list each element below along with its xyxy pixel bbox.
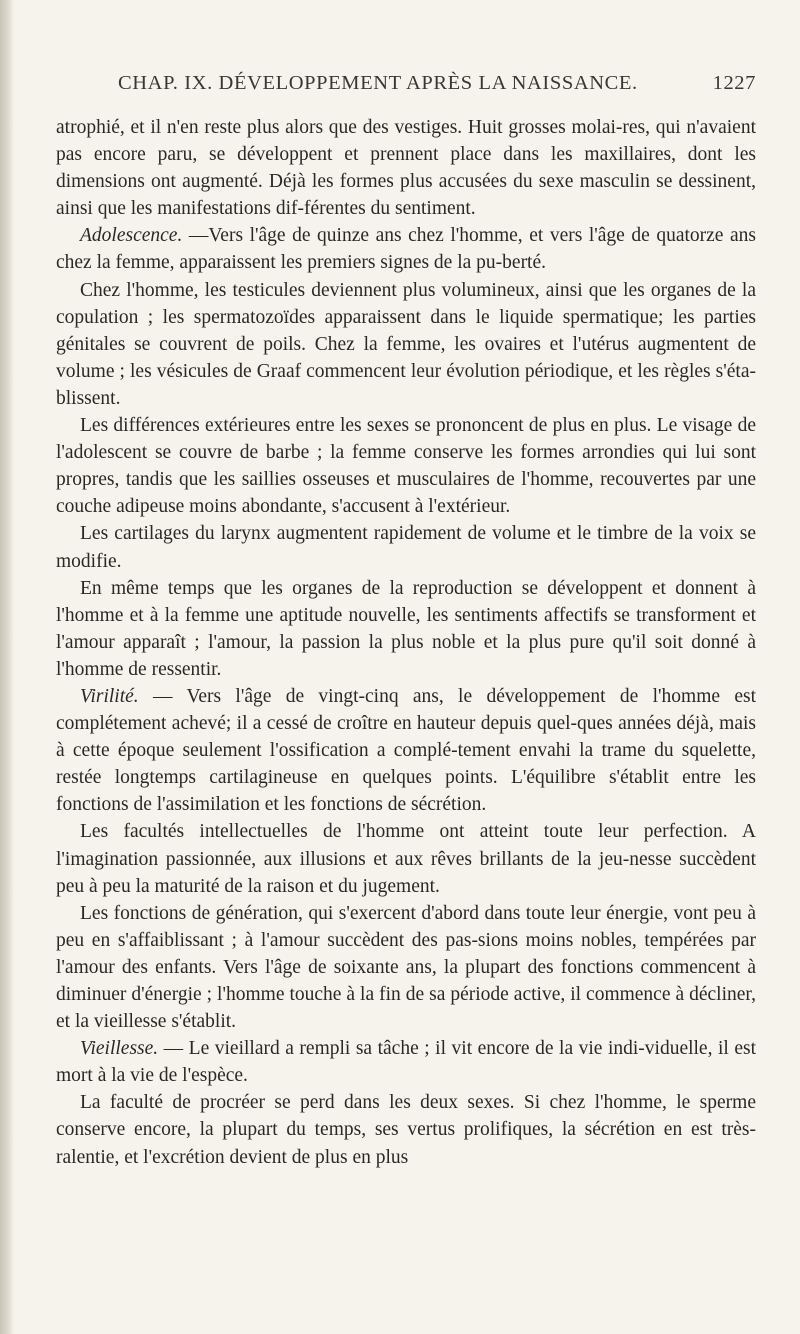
page-binding-edge xyxy=(0,0,14,1334)
paragraph-3 xyxy=(56,277,756,412)
running-head xyxy=(56,72,756,106)
paragraph-8 xyxy=(56,818,756,899)
paragraph-text: Les fonctions de génération, qui s'exercent d'abord dans toute leur énergie, vont peu à peu en s'affaiblissant ; à l'amour succèdent des pas-sions moins nobles, tempérées par l'amour des enfants. Vers l'âge de soixante ans, la plupart des fonctions commencent à diminuer d'énergie ; l'homme touche à la fin de sa période active, il commence à décliner, et la vieillesse s'établit. xyxy=(56,902,756,1033)
paragraph-text: — Le vieillard a rempli sa tâche ; il vit encore de la vie indi-viduelle, il est mort à la vie de l'espèce. xyxy=(56,1038,756,1087)
paragraph-adolescence xyxy=(56,222,756,276)
paragraph-text: —Vers l'âge de quinze ans chez l'homme, et vers l'âge de quatorze ans chez la femme, apparaissent les premiers signes de la pu-berté. xyxy=(56,225,756,274)
paragraph-text: Chez l'homme, les testicules deviennent plus volumineux, ainsi que les organes de la copulation ; les spermatozoïdes apparaissent dans le liquide spermatique; les parties génitales se couvrent de poils. Chez la femme, les ovaires et l'utérus augmentent de volume ; les vésicules de Graaf commencent leur évolution périodique, et les règles s'éta-blissent. xyxy=(56,279,756,409)
section-heading-adolescence: Adolescence. xyxy=(80,225,183,247)
chapter-title: CHAP. IX. DÉVELOPPEMENT APRÈS LA NAISSANCE. xyxy=(118,72,638,94)
paragraph-text: Les cartilages du larynx augmentent rapidement de volume et le timbre de la voix se modifie. xyxy=(56,523,756,572)
paragraph-11 xyxy=(56,1089,756,1170)
paragraph-text: — Vers l'âge de vingt-cinq ans, le développement de l'homme est complétement achevé; il a cessé de croître en hauteur depuis quel-ques années déjà, mais à cette époque seulement l'ossification a complé-tement envahi la trame du squelette, restée longtemps cartilagineuse en quelques points. L'équilibre s'établit entre les fonctions de l'assimilation et les fonctions de sécrétion. xyxy=(56,685,756,816)
body-text xyxy=(56,114,756,1171)
paragraph-vieillesse xyxy=(56,1035,756,1089)
page-number: 1227 xyxy=(712,72,756,94)
paragraph-virilite xyxy=(56,683,756,818)
paragraph-6 xyxy=(56,575,756,683)
section-heading-virilite: Virilité. xyxy=(80,685,139,707)
paragraph-text: Les facultés intellectuelles de l'homme ont atteint toute leur perfection. A l'imagination passionnée, aux illusions et aux rêves brillants de la jeu-nesse succèdent peu à peu la maturité de la raison et du jugement. xyxy=(56,821,756,897)
paragraph-1 xyxy=(56,114,756,222)
book-page xyxy=(56,72,756,1171)
paragraph-5 xyxy=(56,520,756,574)
paragraph-text: La faculté de procréer se perd dans les deux sexes. Si chez l'homme, le sperme conserve encore, la plupart du temps, ses vertus prolifiques, la sécrétion en est très-ralentie, et l'excrétion devient de plus en plus xyxy=(56,1092,756,1168)
paragraph-4 xyxy=(56,412,756,520)
paragraph-text: En même temps que les organes de la reproduction se développent et donnent à l'homme et à la femme une aptitude nouvelle, les sentiments affectifs se transforment et l'amour apparaît ; l'amour, la passion la plus noble et la plus pure qu'il soit donné à l'homme de ressentir. xyxy=(56,577,756,680)
paragraph-9 xyxy=(56,900,756,1035)
paragraph-text: atrophié, et il n'en reste plus alors que des vestiges. Huit grosses molai-res, qui n'avaient pas encore paru, se développent et prennent place dans les maxillaires, dont les dimensions ont augmenté. Déjà les formes plus accusées du sexe masculin se dessinent, ainsi que les manifestations dif-férentes du sentiment. xyxy=(56,117,756,220)
section-heading-vieillesse: Vieillesse. xyxy=(80,1038,159,1060)
paragraph-text: Les différences extérieures entre les sexes se prononcent de plus en plus. Le visage de l'adolescent se couvre de barbe ; la femme conserve les formes arrondies qui lui sont propres, tandis que les saillies osseuses et musculaires de l'homme, recouvertes par une couche adipeuse moins abondante, s'accusent à l'extérieur. xyxy=(56,415,756,518)
